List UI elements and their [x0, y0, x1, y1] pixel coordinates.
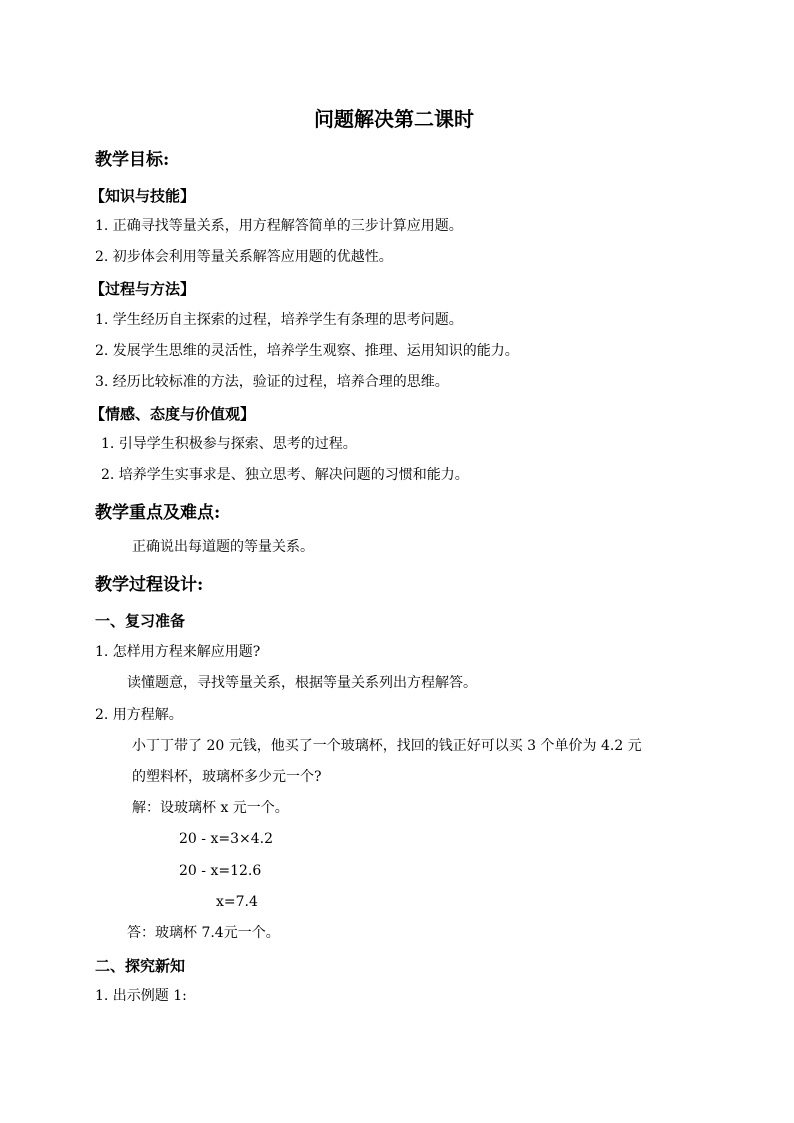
- attitude-item: 1. 引导学生积极参与探索、思考的过程。: [101, 436, 357, 452]
- document-title: 问题解决第二课时: [314, 107, 474, 131]
- explore-item: 1. 出示例题 1:: [95, 988, 187, 1004]
- attitude-item: 2. 培养学生实事求是、独立思考、解决问题的习惯和能力。: [101, 467, 469, 483]
- explore-heading: 二、探究新知: [95, 957, 186, 975]
- review-question: 1. 怎样用方程来解应用题?: [95, 644, 261, 660]
- process-heading: 【过程与方法】: [90, 280, 196, 298]
- answer-text: 答：玻璃杯 7.4元一个。: [127, 925, 280, 941]
- attitude-heading: 【情感、态度与价值观】: [90, 405, 256, 423]
- problem-text: 小丁丁带了 20 元钱，他买了一个玻璃杯，找回的钱正好可以买 3 个单价为 4.2 元: [132, 738, 642, 754]
- review-question: 2. 用方程解。: [95, 707, 183, 723]
- equation: 20 - x=12.6: [179, 863, 262, 879]
- process-item: 3. 经历比较标准的方法，验证的过程，培养合理的思维。: [95, 374, 449, 390]
- problem-text: 的塑料杯，玻璃杯多少元一个?: [132, 769, 322, 785]
- knowledge-item: 1. 正确寻找等量关系，用方程解答简单的三步计算应用题。: [95, 218, 463, 234]
- solution-intro: 解：设玻璃杯 x 元一个。: [132, 800, 289, 816]
- equation: 20 - x=3×4.2: [179, 831, 273, 847]
- review-heading: 一、复习准备: [95, 612, 186, 630]
- knowledge-item: 2. 初步体会利用等量关系解答应用题的优越性。: [95, 249, 393, 265]
- review-answer: 读懂题意，寻找等量关系，根据等量关系列出方程解答。: [127, 675, 477, 691]
- equation: x=7.4: [216, 894, 258, 910]
- process-item: 2. 发展学生思维的灵活性，培养学生观察、推理、运用知识的能力。: [95, 343, 519, 359]
- process-item: 1. 学生经历自主探索的过程，培养学生有条理的思考问题。: [95, 312, 463, 328]
- objectives-heading: 教学目标:: [95, 150, 170, 170]
- keypoints-heading: 教学重点及难点:: [95, 503, 221, 523]
- design-heading: 教学过程设计:: [95, 575, 204, 595]
- knowledge-heading: 【知识与技能】: [90, 187, 196, 205]
- keypoints-text: 正确说出每道题的等量关系。: [132, 539, 314, 555]
